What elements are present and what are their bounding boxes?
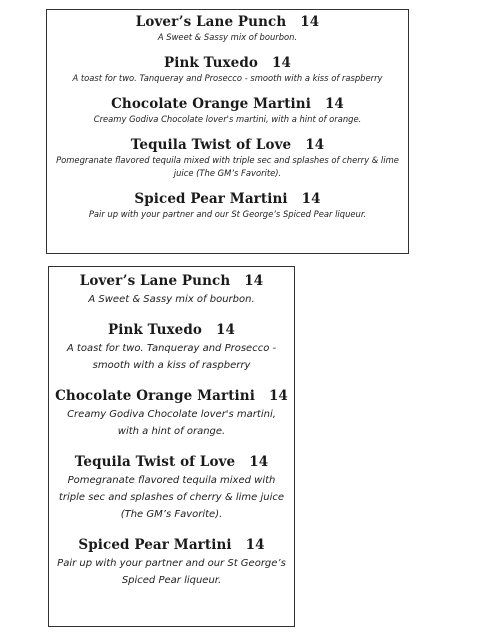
item-heading	[49, 272, 294, 291]
item-price: 14	[300, 14, 320, 30]
item-description: Pomegranate flavored tequila mixed with triple sec and splashes of cherry & lime juice (The GM’s Favorite).	[58, 475, 285, 520]
item-price: 14	[268, 388, 288, 404]
item-name: Tequila Twist of Love	[130, 137, 292, 153]
menu-item-chocolate-orange-martini	[47, 95, 408, 126]
menu-item-lovers-lane-punch	[49, 272, 294, 308]
item-name: Spiced Pear Martini	[134, 191, 288, 207]
item-price: 14	[305, 137, 325, 153]
menu-item-tequila-twist-of-love	[47, 136, 408, 180]
item-description: Pomegranate flavored tequila mixed with triple sec and splashes of cherry & lime juice (The GM’s Favorite).	[56, 155, 399, 178]
item-name: Lover’s Lane Punch	[135, 14, 287, 30]
item-name: Pink Tuxedo	[108, 322, 202, 338]
menu-item-spiced-pear-martini	[49, 536, 294, 589]
menu-item-lovers-lane-punch	[47, 13, 408, 44]
menu-item-chocolate-orange-martini	[49, 387, 294, 440]
menu-item-pink-tuxedo	[47, 54, 408, 85]
item-heading	[49, 387, 294, 406]
menu-item-spiced-pear-martini	[47, 190, 408, 221]
item-description: Pair up with your partner and our St George’s Spiced Pear liqueur.	[88, 209, 367, 219]
item-heading	[49, 321, 294, 340]
item-name: Lover’s Lane Punch	[79, 273, 231, 289]
item-description: Creamy Godiva Chocolate lover's martini, with a hint of orange.	[93, 114, 362, 124]
item-price: 14	[271, 55, 291, 71]
item-description: A Sweet & Sassy mix of bourbon.	[157, 32, 298, 42]
item-price: 14	[215, 322, 235, 338]
item-name: Spiced Pear Martini	[78, 537, 232, 553]
item-name: Chocolate Orange Martini	[111, 96, 311, 112]
item-price: 14	[244, 273, 264, 289]
item-description: A Sweet & Sassy mix of bourbon.	[88, 294, 255, 305]
item-name: Chocolate Orange Martini	[55, 388, 255, 404]
item-heading	[47, 13, 408, 31]
item-description: Creamy Godiva Chocolate lover's martini, with a hint of orange.	[67, 409, 276, 437]
item-price: 14	[249, 454, 269, 470]
item-price: 14	[301, 191, 321, 207]
item-heading	[47, 95, 408, 113]
item-heading	[49, 453, 294, 472]
menu-card-narrow	[48, 266, 295, 627]
menu-card-wide	[46, 9, 409, 254]
item-name: Tequila Twist of Love	[74, 454, 236, 470]
item-price: 14	[245, 537, 265, 553]
item-heading	[47, 190, 408, 208]
item-heading	[47, 54, 408, 72]
item-description: A toast for two. Tanqueray and Prosecco - smooth with a kiss of raspberry	[66, 343, 277, 371]
item-heading	[49, 536, 294, 555]
menu-item-tequila-twist-of-love	[49, 453, 294, 523]
item-name: Pink Tuxedo	[164, 55, 258, 71]
item-description: A toast for two. Tanqueray and Prosecco - smooth with a kiss of raspberry	[72, 73, 383, 83]
menu-item-pink-tuxedo	[49, 321, 294, 374]
item-description: Pair up with your partner and our St George’s Spiced Pear liqueur.	[57, 558, 286, 586]
item-price: 14	[324, 96, 344, 112]
item-heading	[47, 136, 408, 154]
